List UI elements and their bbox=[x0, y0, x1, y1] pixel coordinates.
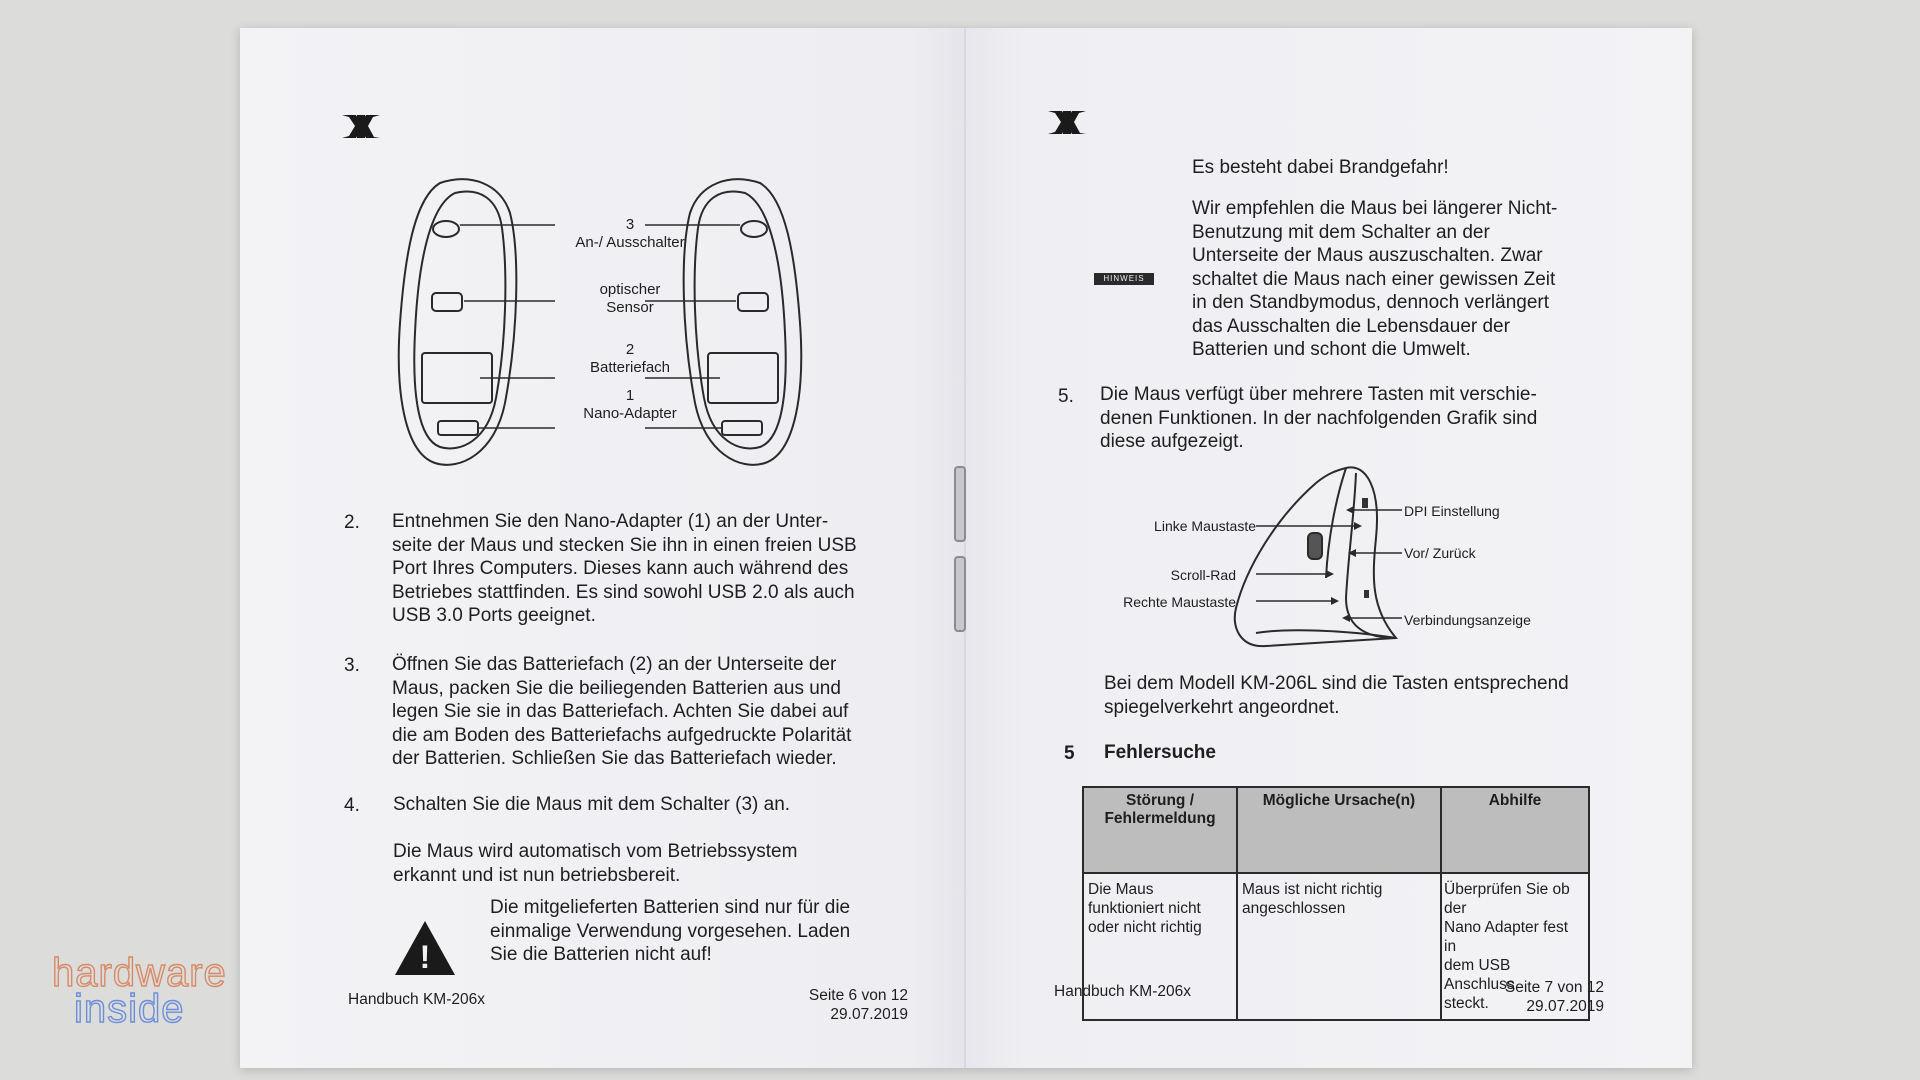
battery-warning-text: Die mitgelieferten Batterien sind nur für die einmalige Verwendung vorgesehen. Laden Sie die Batterien nicht auf! bbox=[490, 897, 851, 965]
table-cell: Die Maus funktioniert nicht oder nicht richtig bbox=[1083, 873, 1237, 1020]
hint-text: Wir empfehlen die Maus bei längerer Nicht- Benutzung mit dem Schalter an der Unterseite der Maus auszuschalten. Zwar schaltet die Maus nach einer gewissen Zeit in den Standbymodus, dennoch verlängert das Ausschalten die Lebensdauer der Batterien und schont die Umwelt. bbox=[1192, 198, 1558, 360]
label-battery: 2 Batteriefach bbox=[589, 341, 671, 376]
step-text: Öffnen Sie das Batteriefach (2) an der Unterseite der Maus, packen Sie die beiliegenden Batterien aus und legen Sie sie in das Batteriefach. Achten Sie dabei auf die am Boden des Batteriefachs aufgedruckte Polarität der Batterien. Schließen Sie das Batteriefach wieder. bbox=[392, 654, 852, 769]
manual-booklet bbox=[240, 28, 1692, 1068]
step-text: Entnehmen Sie den Nano-Adapter (1) an der Unter- seite der Maus und stecken Sie ihn in einen freien USB Port Ihres Computers. Dieses kann auch während des Betriebes stattfinden. Es sind sowohl USB 2.0 als auch USB 3.0 Ports geeignet. bbox=[392, 511, 857, 626]
brand-logo-icon bbox=[1046, 108, 1088, 136]
mouse-callout-lines-right bbox=[1336, 498, 1406, 628]
table-header: Mögliche Ursache(n) bbox=[1237, 787, 1441, 873]
footer-page-info: Seite 6 von 12 29.07.2019 bbox=[808, 987, 908, 1023]
label-sensor: optischer Sensor bbox=[599, 281, 661, 316]
staple-bottom bbox=[954, 556, 966, 632]
step-text: Schalten Sie die Maus mit dem Schalter (3) an. bbox=[393, 794, 791, 815]
mouse-bottom-diagram bbox=[380, 153, 820, 488]
section-title: Fehlersuche bbox=[1104, 742, 1216, 763]
table-header: Störung / Fehlermeldung bbox=[1083, 787, 1237, 873]
label-right-button: Rechte Maustaste bbox=[1123, 594, 1236, 610]
step-number: 3. bbox=[344, 655, 360, 676]
label-left-button: Linke Maustaste bbox=[1154, 518, 1256, 534]
table-header-row bbox=[1083, 787, 1589, 873]
label-nano-adapter: 1 Nano-Adapter bbox=[583, 387, 677, 422]
footer-page-info: Seite 7 von 12 29.07.2019 bbox=[1504, 979, 1604, 1015]
footer-manual-name: Handbuch KM-206x bbox=[348, 991, 485, 1008]
label-dpi: DPI Einstellung bbox=[1404, 503, 1500, 519]
table-cell: Überprüfen Sie ob der Nano Adapter fest in dem USB Anschluss steckt. bbox=[1441, 873, 1589, 1020]
footer-manual-name: Handbuch KM-206x bbox=[1054, 983, 1191, 1000]
page-right bbox=[966, 28, 1692, 1068]
brand-logo-icon bbox=[340, 112, 382, 140]
section-number: 5 bbox=[1064, 743, 1075, 764]
warning-icon bbox=[392, 918, 458, 978]
step-number: 2. bbox=[344, 512, 360, 533]
label-switch: 3 An-/ Ausschalter bbox=[575, 216, 685, 251]
auto-detect-note: Die Maus wird automatisch vom Betriebssystem erkannt und ist nun betriebsbereit. bbox=[393, 841, 798, 886]
label-scroll-wheel: Scroll-Rad bbox=[1170, 567, 1236, 583]
model-mirror-note: Bei dem Modell KM-206L sind die Tasten entsprechend spiegelverkehrt angeordnet. bbox=[1104, 673, 1569, 718]
step-number: 5. bbox=[1058, 386, 1074, 407]
label-forward-back: Vor/ Zurück bbox=[1404, 545, 1476, 561]
hint-badge: HINWEIS bbox=[1094, 273, 1154, 285]
table-header: Abhilfe bbox=[1441, 787, 1589, 873]
svg-text:!: ! bbox=[419, 939, 431, 975]
page-left bbox=[240, 28, 966, 1068]
watermark-logo: hardware inside bbox=[52, 951, 227, 1031]
label-connection-indicator: Verbindungsanzeige bbox=[1404, 612, 1531, 628]
staple-top bbox=[954, 466, 966, 542]
step-number: 4. bbox=[344, 795, 360, 816]
step-text: Die Maus verfügt über mehrere Tasten mit verschie- denen Funktionen. In der nachfolgenden Grafik sind diese aufgezeigt. bbox=[1100, 384, 1538, 452]
fire-warning: Es besteht dabei Brandgefahr! bbox=[1192, 157, 1449, 178]
table-cell: Maus ist nicht richtig angeschlossen bbox=[1237, 873, 1441, 1020]
